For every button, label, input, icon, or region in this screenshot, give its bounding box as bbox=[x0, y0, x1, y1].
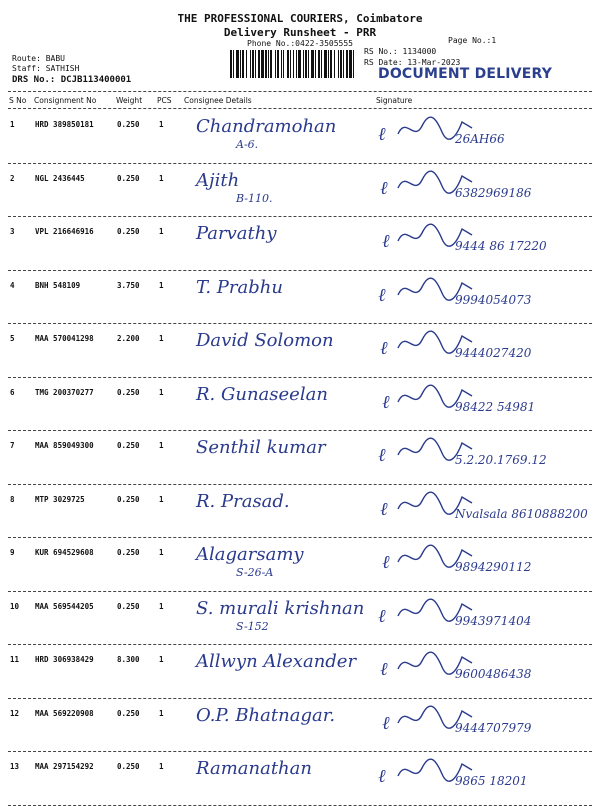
row-consignee: Ramanathan bbox=[196, 758, 312, 779]
row-phone: 9444707979 bbox=[455, 720, 532, 735]
row-divider bbox=[8, 805, 592, 806]
table-row bbox=[0, 324, 600, 378]
row-sno: 11 bbox=[10, 655, 20, 664]
row-consignment: HRD 389850181 bbox=[35, 120, 94, 129]
table-row bbox=[0, 110, 600, 164]
row-pcs: 1 bbox=[159, 548, 164, 557]
table-row bbox=[0, 752, 600, 806]
row-sno: 3 bbox=[10, 227, 15, 236]
row-phone: 5.2.20.1769.12 bbox=[455, 453, 547, 467]
signature-mark: ℓ bbox=[380, 498, 388, 520]
signature-mark: ℓ bbox=[378, 445, 386, 466]
row-consignment: MAA 570041298 bbox=[35, 334, 94, 343]
row-consignee: Senthil kumar bbox=[196, 437, 326, 458]
row-phone: 9894290112 bbox=[455, 560, 532, 574]
company-title: THE PROFESSIONAL COURIERS, Coimbatore bbox=[177, 12, 423, 25]
row-consignment: VPL 216646916 bbox=[35, 227, 94, 236]
row-consignee: R. Prasad. bbox=[196, 490, 290, 512]
row-consignee: Parvathy bbox=[196, 223, 277, 244]
page-number: Page No.:1 bbox=[448, 36, 497, 45]
row-consignee-note: A-6. bbox=[236, 138, 259, 151]
row-weight: 0.250 bbox=[117, 387, 140, 397]
row-pcs: 1 bbox=[159, 173, 164, 183]
table-row bbox=[0, 699, 600, 753]
row-phone: 9994054073 bbox=[455, 292, 532, 307]
rs-number: RS No.: 1134000 bbox=[364, 47, 437, 56]
row-consignment: NGL 2436445 bbox=[35, 173, 85, 183]
row-consignee: S. murali krishnan bbox=[196, 597, 365, 619]
row-weight: 0.250 bbox=[117, 120, 140, 129]
row-pcs: 1 bbox=[159, 334, 164, 343]
row-sno: 7 bbox=[10, 441, 15, 450]
barcode-image bbox=[230, 50, 354, 78]
signature-mark: ℓ bbox=[378, 605, 386, 627]
signature-mark: ℓ bbox=[380, 338, 388, 359]
row-consignment: HRD 306938429 bbox=[35, 655, 94, 664]
row-weight: 0.250 bbox=[117, 494, 140, 504]
row-consignee-note: B-110. bbox=[236, 191, 273, 205]
signature-mark: ℓ bbox=[380, 659, 388, 680]
row-phone: 9943971404 bbox=[455, 613, 532, 628]
col-consignment: Consignment No bbox=[34, 96, 97, 105]
row-sno: 8 bbox=[10, 494, 15, 504]
signature-mark: ℓ bbox=[382, 552, 390, 573]
row-consignee: David Solomon bbox=[196, 330, 334, 351]
row-weight: 0.250 bbox=[117, 173, 140, 183]
drs-number: DRS No.: DCJB113400001 bbox=[12, 75, 132, 85]
row-consignment: TMG 200370277 bbox=[35, 387, 94, 397]
row-consignee: O.P. Bhatnagar. bbox=[196, 704, 336, 726]
table-row bbox=[0, 485, 600, 539]
signature-mark: ℓ bbox=[378, 766, 386, 787]
row-consignment: BNH 548109 bbox=[35, 280, 81, 290]
staff-label: Staff: SATHISH bbox=[12, 64, 80, 73]
header-bottom-rule bbox=[8, 108, 592, 109]
table-row bbox=[0, 431, 600, 485]
row-pcs: 1 bbox=[159, 708, 164, 718]
row-pcs: 1 bbox=[159, 762, 164, 771]
col-sno: S No bbox=[9, 96, 27, 105]
row-pcs: 1 bbox=[159, 441, 164, 450]
signature-mark: ℓ bbox=[380, 177, 388, 199]
row-weight: 8.300 bbox=[117, 655, 140, 664]
row-consignee: R. Gunaseelan bbox=[196, 383, 328, 405]
signature-mark: ℓ bbox=[382, 712, 390, 734]
row-consignment: MAA 859049300 bbox=[35, 441, 94, 450]
row-consignment: KUR 694529608 bbox=[35, 548, 94, 557]
table-row bbox=[0, 217, 600, 271]
row-consignee-note: S-152 bbox=[236, 619, 269, 633]
row-consignment: MAA 569220908 bbox=[35, 708, 94, 718]
row-weight: 0.250 bbox=[117, 227, 140, 236]
row-consignment: MAA 297154292 bbox=[35, 762, 94, 771]
table-row bbox=[0, 378, 600, 432]
col-weight: Weight bbox=[116, 96, 143, 105]
row-pcs: 1 bbox=[159, 387, 164, 397]
col-signature: Signature bbox=[376, 96, 413, 105]
row-phone: 26AH66 bbox=[455, 132, 505, 146]
row-weight: 0.250 bbox=[117, 548, 140, 557]
row-consignee: Allwyn Alexander bbox=[196, 651, 357, 672]
row-phone: 9444 86 17220 bbox=[455, 239, 547, 253]
row-sno: 10 bbox=[10, 601, 20, 611]
row-sno: 13 bbox=[10, 762, 20, 771]
row-sno: 6 bbox=[10, 387, 15, 397]
row-phone: 6382969186 bbox=[455, 185, 532, 200]
row-consignment: MAA 569544205 bbox=[35, 601, 94, 611]
row-consignee: Ajith bbox=[196, 169, 240, 191]
signature-mark: ℓ bbox=[382, 391, 390, 413]
table-row bbox=[0, 164, 600, 218]
row-consignment: MTP 3029725 bbox=[35, 494, 85, 504]
row-consignee: Alagarsamy bbox=[196, 544, 304, 565]
runsheet-title: Delivery Runsheet - PRR bbox=[223, 26, 377, 39]
row-consignee-note: S-26-A bbox=[236, 566, 274, 579]
row-phone: 9865 18201 bbox=[455, 774, 528, 788]
row-sno: 12 bbox=[10, 708, 20, 718]
row-pcs: 1 bbox=[159, 280, 164, 290]
table-row bbox=[0, 645, 600, 699]
rs-date: RS Date: 13-Mar-2023 bbox=[364, 58, 461, 67]
row-weight: 0.250 bbox=[117, 441, 140, 450]
signature-mark: ℓ bbox=[382, 231, 390, 252]
header-top-rule bbox=[8, 91, 592, 92]
row-consignee: Chandramohan bbox=[196, 116, 337, 137]
row-weight: 0.250 bbox=[117, 601, 140, 611]
signature-mark: ℓ bbox=[378, 124, 386, 145]
table-row bbox=[0, 592, 600, 646]
row-phone: 9444027420 bbox=[455, 346, 532, 360]
col-consignee: Consignee Details bbox=[184, 96, 252, 105]
col-pcs: PCS bbox=[157, 96, 172, 105]
row-pcs: 1 bbox=[159, 655, 164, 664]
row-sno: 2 bbox=[10, 173, 15, 183]
row-weight: 2.200 bbox=[117, 334, 140, 343]
row-sno: 1 bbox=[10, 120, 15, 129]
row-phone: 9600486438 bbox=[455, 667, 532, 681]
row-phone: 98422 54981 bbox=[455, 399, 536, 414]
route-label: Route: BABU bbox=[12, 54, 65, 63]
row-sno: 5 bbox=[10, 334, 15, 343]
row-weight: 3.750 bbox=[117, 280, 140, 290]
table-row bbox=[0, 538, 600, 592]
row-weight: 0.250 bbox=[117, 708, 140, 718]
row-pcs: 1 bbox=[159, 494, 164, 504]
table-row bbox=[0, 271, 600, 325]
row-pcs: 1 bbox=[159, 601, 164, 611]
phone-number: Phone No.:0422-3505555 bbox=[247, 39, 353, 48]
row-phone: Nvalsala 8610888200 bbox=[455, 506, 588, 521]
row-pcs: 1 bbox=[159, 120, 164, 129]
row-weight: 0.250 bbox=[117, 762, 140, 771]
row-sno: 9 bbox=[10, 548, 15, 557]
row-sno: 4 bbox=[10, 280, 15, 290]
signature-mark: ℓ bbox=[378, 284, 386, 306]
row-pcs: 1 bbox=[159, 227, 164, 236]
document-delivery-stamp: DOCUMENT DELIVERY bbox=[378, 66, 553, 82]
row-consignee: T. Prabhu bbox=[196, 276, 283, 298]
